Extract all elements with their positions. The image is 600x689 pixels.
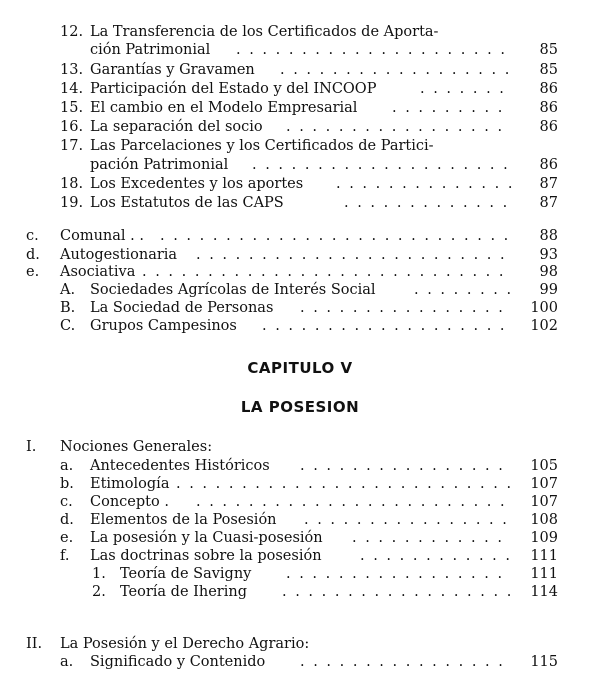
toc-entry-15 bbox=[0, 98, 600, 118]
entry-number: 15. bbox=[60, 100, 84, 116]
dot-leader bbox=[282, 582, 512, 602]
entry-title: Significado y Contenido bbox=[90, 654, 266, 670]
entry-title: Sociedades Agrícolas de Interés Social bbox=[90, 282, 376, 298]
page-number: 105 bbox=[530, 458, 558, 474]
page-number: 109 bbox=[530, 530, 558, 546]
entry-title: Autogestionaria bbox=[60, 247, 178, 263]
entry-title: Teoría de Savigny bbox=[120, 566, 252, 582]
entry-title: La Sociedad de Personas bbox=[90, 300, 274, 316]
toc-entry-17-line1 bbox=[0, 136, 600, 156]
entry-title: Grupos Campesinos bbox=[90, 318, 237, 334]
dot-leader bbox=[360, 546, 512, 566]
dot-leader bbox=[262, 316, 512, 336]
entry-number: 19. bbox=[60, 195, 84, 211]
dot-leader bbox=[352, 528, 512, 548]
page-number: 108 bbox=[530, 512, 558, 528]
entry-number: 17. bbox=[60, 138, 84, 154]
page-number: 107 bbox=[530, 476, 558, 492]
dot-leader bbox=[300, 298, 512, 318]
section-number: I. bbox=[26, 439, 37, 455]
entry-number: 1. bbox=[92, 566, 106, 582]
toc-entry-A bbox=[0, 280, 600, 300]
chapter-label: CAPITULO V bbox=[247, 359, 353, 377]
dot-leader bbox=[300, 652, 512, 672]
entry-title: Garantías y Gravamen bbox=[90, 62, 255, 78]
entry-letter: e. bbox=[26, 264, 40, 280]
entry-letter: c. bbox=[60, 494, 73, 510]
section-title: Nociones Generales: bbox=[60, 439, 213, 455]
dot-leader bbox=[142, 262, 512, 282]
entry-title: La Transferencia de los Certificados de Aporta- bbox=[90, 24, 439, 40]
entry-letter: a. bbox=[60, 654, 74, 670]
toc-entry-19 bbox=[0, 193, 600, 213]
dot-leader bbox=[414, 280, 512, 300]
dot-leader bbox=[420, 79, 512, 99]
page-number: 102 bbox=[530, 318, 558, 334]
page-number: 87 bbox=[539, 176, 558, 192]
page-number: 111 bbox=[530, 548, 558, 564]
toc-entry-12-line2 bbox=[0, 40, 600, 60]
entry-title: Teoría de Ihering bbox=[120, 584, 247, 600]
toc-entry-17-line2 bbox=[0, 155, 600, 175]
dot-leader bbox=[196, 492, 512, 512]
page-number: 107 bbox=[530, 494, 558, 510]
dot-leader bbox=[176, 474, 512, 494]
toc-entry-c2 bbox=[0, 492, 600, 512]
entry-number: 18. bbox=[60, 176, 84, 192]
chapter-title: LA POSESION bbox=[240, 398, 360, 416]
toc-entry-e bbox=[0, 262, 600, 282]
page-number: 114 bbox=[530, 584, 558, 600]
entry-letter: a. bbox=[60, 458, 74, 474]
toc-entry-12-line1 bbox=[0, 22, 600, 42]
entry-title: Asociativa bbox=[60, 264, 136, 280]
page-number: 115 bbox=[530, 654, 558, 670]
toc-entry-b bbox=[0, 474, 600, 494]
entry-letter: d. bbox=[26, 247, 40, 263]
section-title: La Posesión y el Derecho Agrario: bbox=[60, 636, 310, 652]
toc-entry-13 bbox=[0, 60, 600, 80]
entry-title: Las Parcelaciones y los Certificados de Partici- bbox=[90, 138, 434, 154]
entry-title: Los Excedentes y los aportes bbox=[90, 176, 304, 192]
toc-entry-18 bbox=[0, 174, 600, 194]
toc-entry-1 bbox=[0, 564, 600, 584]
page-number: 111 bbox=[530, 566, 558, 582]
page-number: 86 bbox=[539, 157, 558, 173]
entry-title: El cambio en el Modelo Empresarial bbox=[90, 100, 358, 116]
dot-leader bbox=[252, 155, 512, 175]
entry-title: Etimología bbox=[90, 476, 170, 492]
toc-entry-14 bbox=[0, 79, 600, 99]
dot-leader bbox=[236, 40, 512, 60]
entry-letter: f. bbox=[60, 548, 70, 564]
dot-leader bbox=[344, 193, 512, 213]
entry-title: Participación del Estado y del INCOOP bbox=[90, 81, 377, 97]
dot-leader bbox=[300, 456, 512, 476]
entry-title: Comunal . . bbox=[60, 228, 144, 244]
entry-number: 12. bbox=[60, 24, 84, 40]
entry-number: 16. bbox=[60, 119, 84, 135]
entry-number: 2. bbox=[92, 584, 106, 600]
entry-title: Las doctrinas sobre la posesión bbox=[90, 548, 322, 564]
dot-leader bbox=[286, 564, 512, 584]
toc-entry-B bbox=[0, 298, 600, 318]
entry-letter: A. bbox=[60, 282, 76, 298]
page-number: 86 bbox=[539, 119, 558, 135]
page-number: 99 bbox=[539, 282, 558, 298]
section-number: II. bbox=[26, 636, 43, 652]
entry-title: Elementos de la Posesión bbox=[90, 512, 277, 528]
entry-number: 13. bbox=[60, 62, 84, 78]
entry-number: 14. bbox=[60, 81, 84, 97]
page-number: 87 bbox=[539, 195, 558, 211]
toc-entry-2 bbox=[0, 582, 600, 602]
entry-title: Antecedentes Históricos bbox=[90, 458, 270, 474]
page-number: 86 bbox=[539, 100, 558, 116]
page-number: 98 bbox=[539, 264, 558, 280]
entry-letter: B. bbox=[60, 300, 76, 316]
entry-letter: c. bbox=[26, 228, 39, 244]
entry-title: La posesión y la Cuasi-posesión bbox=[90, 530, 323, 546]
page-number: 86 bbox=[539, 81, 558, 97]
entry-title-continued: pación Patrimonial bbox=[90, 157, 229, 173]
dot-leader bbox=[304, 510, 512, 530]
entry-title: La separación del socio bbox=[90, 119, 263, 135]
entry-letter: d. bbox=[60, 512, 74, 528]
toc-entry-f bbox=[0, 546, 600, 566]
toc-entry-c bbox=[0, 226, 600, 246]
toc-entry-e2 bbox=[0, 528, 600, 548]
entry-title: Concepto . bbox=[90, 494, 169, 510]
dot-leader bbox=[280, 60, 512, 80]
toc-entry-C bbox=[0, 316, 600, 336]
entry-title-continued: ción Patrimonial bbox=[90, 42, 211, 58]
section-heading-1 bbox=[0, 437, 600, 457]
page-number: 100 bbox=[530, 300, 558, 316]
entry-title: Los Estatutos de las CAPS bbox=[90, 195, 284, 211]
section-heading-2 bbox=[0, 634, 600, 654]
page-number: 88 bbox=[539, 228, 558, 244]
dot-leader bbox=[336, 174, 512, 194]
toc-entry-d2 bbox=[0, 510, 600, 530]
page-number: 93 bbox=[539, 247, 558, 263]
entry-letter: C. bbox=[60, 318, 76, 334]
page-number: 85 bbox=[539, 42, 558, 58]
entry-letter: b. bbox=[60, 476, 74, 492]
toc-entry-a3 bbox=[0, 652, 600, 672]
dot-leader bbox=[392, 98, 512, 118]
dot-leader bbox=[160, 226, 512, 246]
toc-entry-a bbox=[0, 456, 600, 476]
entry-letter: e. bbox=[60, 530, 74, 546]
page-number: 85 bbox=[539, 62, 558, 78]
dot-leader bbox=[286, 117, 512, 137]
toc-entry-16 bbox=[0, 117, 600, 137]
